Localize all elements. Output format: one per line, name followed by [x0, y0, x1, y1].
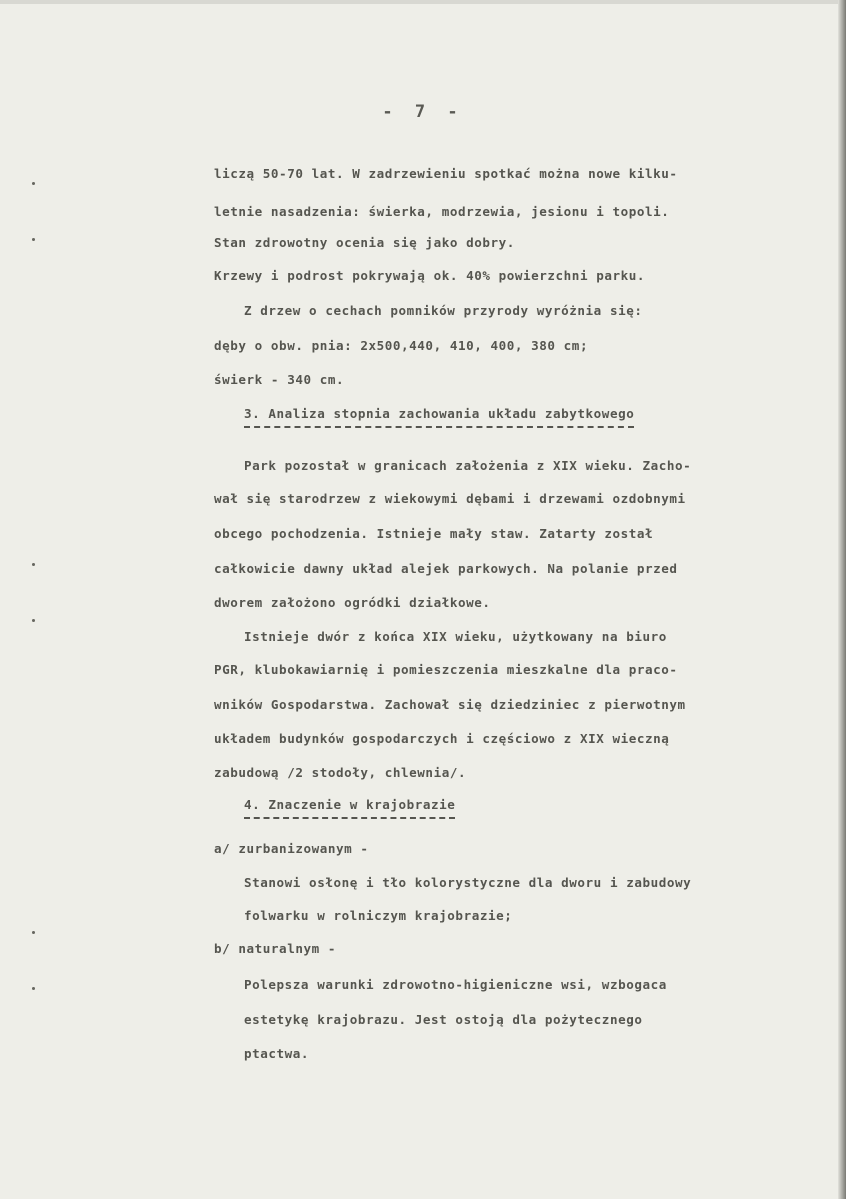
text-line: wników Gospodarstwa. Zachował się dziedziniec z pierwotnym [214, 697, 686, 712]
text-line: ptactwa. [244, 1046, 310, 1061]
text-line: układem budynków gospodarczych i częściowo z XIX wieczną [214, 731, 670, 746]
text-line: Stan zdrowotny ocenia się jako dobry. [214, 235, 515, 250]
text-line: świerk - 340 cm. [214, 372, 345, 387]
punch-hole-mark [32, 238, 35, 241]
text-line: całkowicie dawny układ alejek parkowych. Na polanie przed [214, 561, 678, 576]
text-line: estetykę krajobrazu. Jest ostoją dla pożytecznego [244, 1012, 643, 1027]
text-line: obcego pochodzenia. Istnieje mały staw. Zatarty został [214, 526, 654, 541]
section-heading-3: 3. Analiza stopnia zachowania układu zabytkowego [244, 406, 635, 421]
text-line: Z drzew o cechach pomników przyrody wyróżnia się: [244, 303, 643, 318]
section-heading-4: 4. Znaczenie w krajobrazie [244, 797, 456, 812]
text-line: Polepsza warunki zdrowotno-higieniczne wsi, wzbogaca [244, 977, 667, 992]
text-line: dęby o obw. pnia: 2x500,440, 410, 400, 380 cm; [214, 338, 589, 353]
punch-hole-mark [32, 931, 35, 934]
punch-hole-mark [32, 563, 35, 566]
text-line: Stanowi osłonę i tło kolorystyczne dla dworu i zabudowy [244, 875, 692, 890]
text-line: wał się starodrzew z wiekowymi dębami i drzewami ozdobnymi [214, 491, 686, 506]
page-top-edge [0, 0, 846, 4]
list-item-label: b/ naturalnym - [214, 941, 336, 956]
page-right-edge [838, 0, 846, 1199]
text-line: Park pozostał w granicach założenia z XIX wieku. Zacho- [244, 458, 692, 473]
list-item-label: a/ zurbanizowanym - [214, 841, 369, 856]
page-number: - 7 - [382, 102, 464, 122]
text-line: letnie nasadzenia: świerka, modrzewia, jesionu i topoli. [214, 204, 670, 219]
text-line: PGR, klubokawiarnię i pomieszczenia mieszkalne dla praco- [214, 662, 678, 677]
text-line: folwarku w rolniczym krajobrazie; [244, 908, 513, 923]
punch-hole-mark [32, 182, 35, 185]
text-line: liczą 50-70 lat. W zadrzewieniu spotkać można nowe kilku- [214, 166, 678, 181]
text-line: Istnieje dwór z końca XIX wieku, użytkowany na biuro [244, 629, 667, 644]
punch-hole-mark [32, 619, 35, 622]
text-line: dworem założono ogródki działkowe. [214, 595, 491, 610]
text-line: zabudową /2 stodoły, chlewnia/. [214, 765, 467, 780]
text-line: Krzewy i podrost pokrywają ok. 40% powierzchni parku. [214, 268, 645, 283]
punch-hole-mark [32, 987, 35, 990]
